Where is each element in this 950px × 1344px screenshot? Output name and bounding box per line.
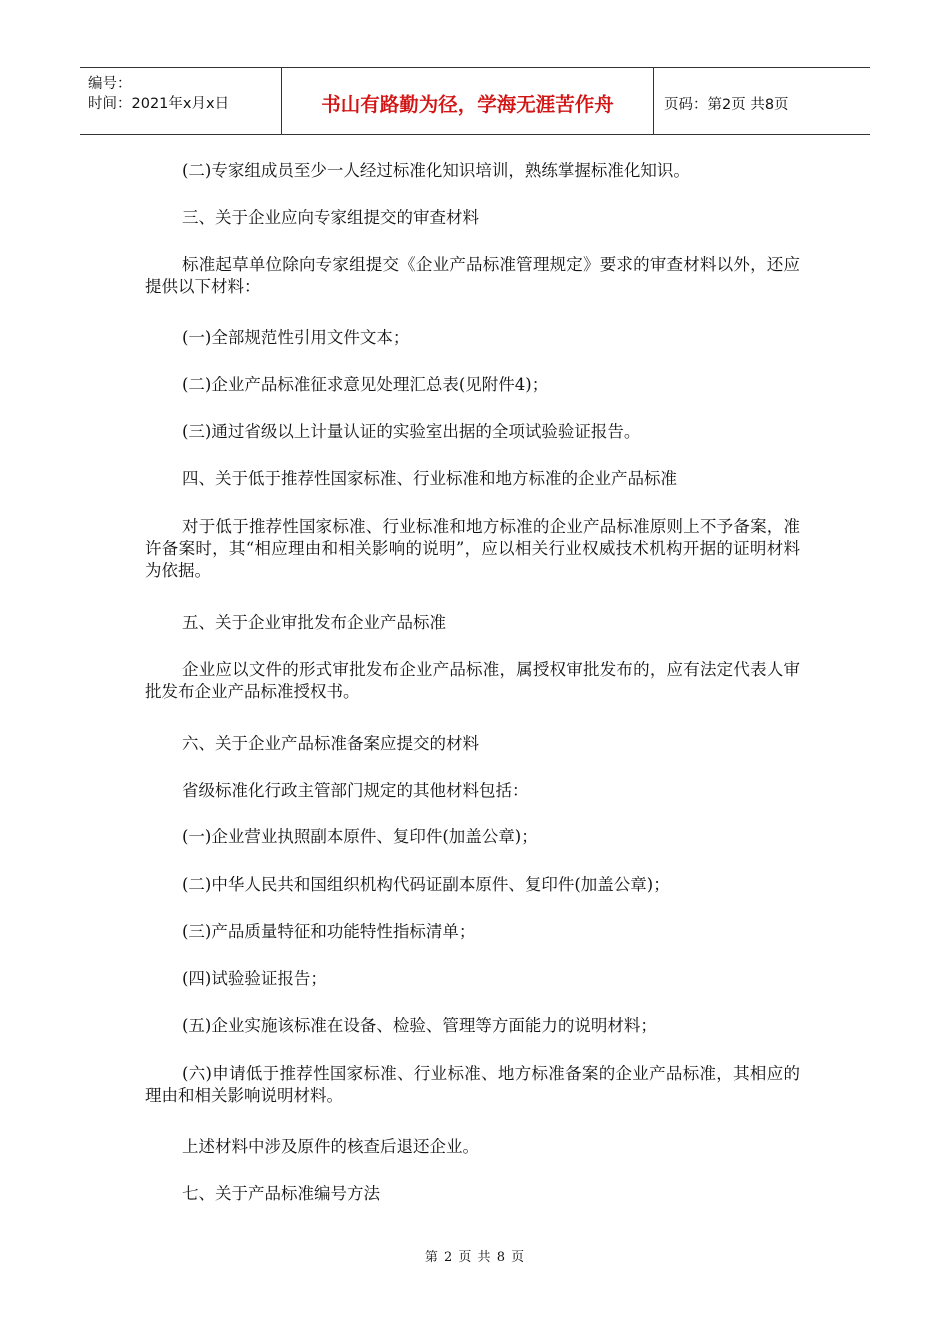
header-page-info: 页码：第2页 共8页 (664, 96, 789, 113)
page-footer: 第 2 页 共 8 页 (424, 1250, 526, 1265)
list-item-8: (五)企业实施该标准在设备、检验、管理等方面能力的说明材料； (182, 1016, 657, 1035)
header-motto: 书山有路勤为径，学海无涯苦作舟 (282, 68, 654, 134)
paragraph-12: 省级标准化行政主管部门规定的其他材料包括： (182, 781, 529, 800)
paragraph-8: 对于低于推荐性国家标准、行业标准和地方标准的企业产品标准原则上不予备案，准许备案时，其“相应理由和相关影响的说明”，应以相关行业权威技术机构开据的证明材料为依据。 (145, 517, 800, 580)
section-heading-3: 三、关于企业应向专家组提交的审查材料 (182, 208, 479, 227)
list-item-5: (二)中华人民共和国组织机构代码证副本原件、复印件(加盖公章)； (182, 875, 670, 894)
list-item-6: (三)产品质量特征和功能特性指标清单； (182, 922, 476, 941)
list-item-3: (三)通过省级以上计量认证的实验室出据的全项试验验证报告。 (182, 422, 641, 441)
paragraph-1: (二)专家组成员至少一人经过标准化知识培训，熟练掌握标准化知识。 (182, 161, 690, 180)
list-item-9: (六)申请低于推荐性国家标准、行业标准、地方标准备案的企业产品标准，其相应的理由和相关影响说明材料。 (145, 1064, 800, 1105)
list-item-1: (一)全部规范性引用文件文本； (182, 328, 410, 347)
paragraph-3: 标准起草单位除向专家组提交《企业产品标准管理规定》要求的审查材料以外，还应提供以下材料： (145, 255, 800, 296)
list-item-4: (一)企业营业执照副本原件、复印件(加盖公章)； (182, 827, 538, 846)
section-heading-5: 五、关于企业审批发布企业产品标准 (182, 613, 446, 632)
section-heading-7: 七、关于产品标准编号方法 (182, 1184, 380, 1203)
section-heading-6: 六、关于企业产品标准备案应提交的材料 (182, 734, 479, 753)
header-meta (80, 68, 282, 134)
document-number-label: 编号： (88, 76, 132, 92)
list-item-2: (二)企业产品标准征求意见处理汇总表(见附件4)； (182, 375, 549, 394)
paragraph-19: 上述材料中涉及原件的核查后退还企业。 (182, 1137, 479, 1156)
section-heading-4: 四、关于低于推荐性国家标准、行业标准和地方标准的企业产品标准 (182, 469, 677, 488)
list-item-7: (四)试验验证报告； (182, 969, 327, 988)
document-date: 时间：2021年x月x日 (88, 96, 230, 112)
paragraph-10: 企业应以文件的形式审批发布企业产品标准，属授权审批发布的，应有法定代表人审批发布企业产品标准授权书。 (145, 660, 800, 701)
page-header (80, 67, 870, 135)
